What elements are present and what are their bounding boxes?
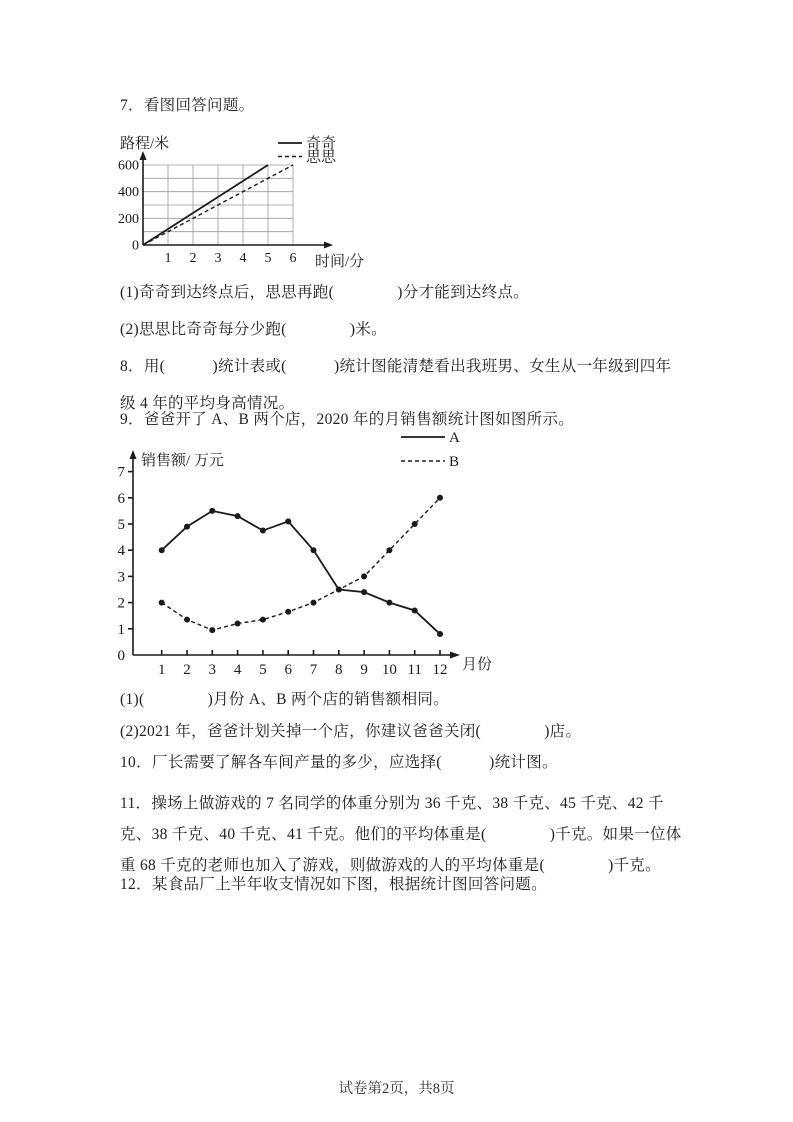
svg-text:12: 12 [432,662,448,678]
question-10: 10．厂长需要了解各车间产量的多少，应选择( )统计图。 [120,754,558,771]
svg-text:1: 1 [164,251,172,266]
svg-text:8: 8 [335,662,343,678]
question-11: 11．操场上做游戏的 7 名同学的体重分别为 36 千克、38 千克、45 千克、42 千克、38 千克、40 千克、41 千克。他们的平均体重是( )千克。如果一位体重 68 千克的老师也加入了游戏，则做游戏的人的平均体重是( )千克。 [120,795,682,874]
svg-text:思思: 思思 [306,149,337,166]
svg-text:0: 0 [132,238,139,254]
svg-text:路程/米: 路程/米 [120,136,170,152]
svg-text:1: 1 [157,662,166,678]
question-9-blank-1: (1)( )月份 A、B 两个店的销售额相同。 [120,691,449,708]
svg-text:销售额/ 万元: 销售额/ 万元 [141,453,224,469]
svg-text:B: B [449,454,460,470]
svg-text:400: 400 [118,185,139,201]
svg-text:11: 11 [407,662,422,678]
question-7-blank-1: (1)奇奇到达终点后，思思再跑( )分才能到达终点。 [120,284,530,301]
svg-text:4: 4 [117,543,125,560]
question-7-blank-2: (2)思思比奇奇每分少跑( )米。 [120,321,387,338]
svg-text:5: 5 [264,251,272,266]
question-7-title: 7．看图回答问题。 [120,97,255,114]
svg-text:7: 7 [117,464,125,481]
svg-text:600: 600 [118,158,139,174]
svg-text:4: 4 [233,662,242,678]
question-8: 8．用( )统计表或( )统计图能清楚看出我班男、女生从一年级到四年级 4 年的平均身高情况。 [120,358,672,412]
svg-text:6: 6 [284,662,292,678]
svg-text:2: 2 [189,251,197,266]
svg-text:2: 2 [117,595,125,612]
svg-text:6: 6 [117,490,125,507]
svg-text:1: 1 [117,621,125,638]
svg-text:A: A [449,430,460,446]
svg-text:0: 0 [117,648,125,664]
svg-text:200: 200 [118,211,139,227]
page-footer: 试卷第2页，共8页 [338,1081,455,1097]
svg-text:奇奇: 奇奇 [306,136,337,152]
svg-text:9: 9 [360,662,368,678]
svg-text:3: 3 [117,569,125,586]
svg-text:时间/分: 时间/分 [315,254,365,270]
svg-text:3: 3 [208,662,217,678]
question-9-blank-2: (2)2021 年，爸爸计划关掉一个店，你建议爸爸关闭( )店。 [120,723,582,740]
question-12-title: 12．某食品厂上半年收支情况如下图，根据统计图回答问题。 [120,876,547,893]
svg-text:3: 3 [214,251,222,266]
svg-text:月份: 月份 [462,657,493,673]
question-9-title: 9．爸爸开了 A、B 两个店，2020 年的月销售额统计图如图所示。 [120,411,575,428]
svg-text:4: 4 [239,251,247,266]
distance-time-chart [106,126,378,278]
sales-line-chart [94,426,496,682]
svg-text:5: 5 [259,662,267,678]
svg-text:2: 2 [183,662,191,678]
svg-text:5: 5 [117,517,125,533]
svg-text:10: 10 [381,662,397,678]
svg-text:7: 7 [309,662,318,678]
svg-text:6: 6 [289,251,297,266]
